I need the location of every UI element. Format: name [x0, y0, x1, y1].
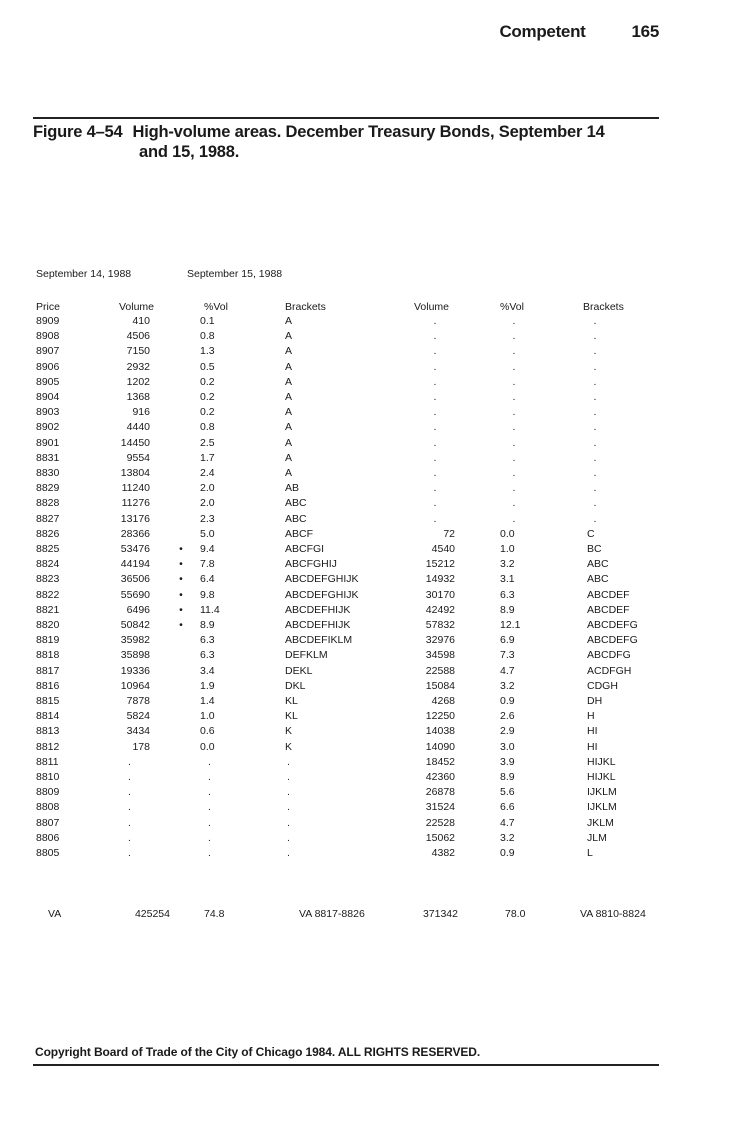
table-cell-br2: .: [593, 315, 597, 327]
table-cell-br1: A: [285, 467, 293, 479]
table-cell-br2: .: [593, 512, 597, 525]
table-cell-pct2: .: [512, 421, 516, 434]
table-cell-br1: ABCFGHIJ: [285, 558, 337, 571]
top-rule: [33, 117, 659, 119]
table-cell-br2: BC: [587, 543, 602, 555]
table-cell-br2: .: [593, 451, 597, 464]
figure-caption: [33, 122, 663, 162]
table-cell-pct2: .: [512, 391, 516, 403]
value-area-cell: VA 8817-8826: [299, 908, 365, 920]
table-cell-pct2: 4.7: [500, 664, 515, 677]
table-cell-vol2: 72: [443, 527, 455, 540]
caption-line-2: and 15, 1988.: [139, 143, 240, 161]
table-cell-price: 8904: [36, 391, 60, 403]
table-cell-pct1: 0.0: [200, 740, 215, 753]
table-cell-vol1: 35898: [120, 649, 150, 662]
table-cell-vol1: 35982: [120, 634, 150, 647]
table-cell-price: 8907: [36, 345, 60, 358]
table-cell-br2: ACDFGH: [587, 664, 632, 677]
table-cell-br2: .: [593, 467, 597, 479]
table-cell-br2: CDGH: [587, 679, 618, 692]
table-cell-price: 8809: [36, 786, 60, 799]
table-cell-br1: DEKL: [285, 664, 313, 677]
table-cell-vol1: 28366: [120, 527, 150, 540]
table-cell-vol1: 11240: [121, 482, 150, 495]
table-cell-vol1: 50842: [120, 619, 150, 631]
value-area-cell: 425254: [134, 908, 170, 920]
table-cell-vol2: 12250: [425, 710, 455, 723]
table-cell-br1: A: [285, 391, 293, 403]
table-cell-br2: .: [593, 436, 597, 449]
table-cell-price: 8812: [36, 740, 60, 753]
table-cell-br1: .: [287, 771, 290, 783]
table-cell-pct2: 3.0: [500, 740, 515, 753]
caption-line-1: High-volume areas. December Treasury Bonds, September 14: [132, 123, 605, 141]
table-cell-vol1: 10964: [120, 679, 150, 692]
table-cell-price: 8827: [36, 512, 60, 525]
table-cell-vol1: 7878: [126, 695, 150, 707]
table-cell-pct1: 11.4: [200, 603, 220, 616]
table-cell-pct1: 6.3: [200, 634, 215, 647]
table-cell-price: 8825: [36, 543, 60, 555]
table-cell-vol1: .: [128, 847, 131, 859]
table-cell-pct1: 0.1: [200, 315, 215, 327]
table-cell-price: 8903: [36, 406, 60, 419]
table-cell-br2: DH: [587, 695, 603, 707]
table-cell-pct2: 0.9: [500, 695, 515, 707]
table-cell-br2: .: [593, 345, 597, 358]
table-cell-price: 8811: [36, 755, 59, 768]
table-cell-pct1: 2.4: [200, 467, 215, 479]
column-header-volume-1: Volume: [119, 301, 155, 313]
table-cell-pct1: 0.5: [200, 360, 215, 373]
table-cell-vol1: .: [128, 816, 131, 829]
table-cell-br1: KL: [285, 710, 298, 723]
table-cell-vol2: .: [433, 436, 437, 449]
table-cell-price: 8829: [36, 482, 60, 495]
table-cell-pct2: .: [512, 315, 516, 327]
page-number: 165: [631, 22, 659, 41]
table-cell-br2: .: [593, 375, 597, 388]
table-cell-br2: .: [593, 482, 597, 495]
value-area-cell: 371342: [422, 908, 458, 920]
table-cell-vol1: 19336: [120, 664, 150, 677]
table-cell-br1: .: [287, 786, 290, 799]
running-head: [0, 22, 659, 42]
value-area-cell: 78.0: [505, 908, 526, 920]
table-cell-vol2: 57832: [425, 619, 455, 631]
table-cell-br1: K: [285, 740, 293, 753]
table-cell-pct1: 6.4: [200, 573, 215, 586]
table-cell-price: 8906: [36, 360, 60, 373]
date-heading-2: September 15, 1988: [187, 268, 283, 280]
table-cell-br1: ABC: [285, 512, 307, 525]
table-cell-br1: ABCDEFIKLM: [285, 634, 353, 647]
table-cell-price: 8806: [36, 831, 60, 844]
value-area-cell: VA: [48, 908, 62, 920]
table-cell-vol2: 22528: [425, 816, 455, 829]
table-cell-price: 8901: [36, 436, 60, 449]
table-cell-br2: .: [593, 391, 597, 403]
table-cell-vol2: 15062: [425, 831, 455, 844]
table-cell-pct2: 2.6: [500, 710, 515, 723]
table-cell-pct1: .: [208, 816, 211, 829]
table-cell-br2: ABCDEFG: [587, 634, 638, 647]
table-cell-pct2: .: [512, 512, 516, 525]
table-cell-pct2: 6.3: [500, 588, 515, 601]
table-cell-vol2: .: [433, 497, 437, 510]
table-cell-pct1: 2.0: [200, 497, 215, 510]
table-cell-vol2: .: [433, 512, 437, 525]
table-cell-vol2: .: [433, 451, 437, 464]
table-cell-br1: .: [287, 755, 290, 768]
table-cell-pct1: 0.2: [200, 406, 215, 419]
table-cell-pct1: 1.7: [200, 451, 215, 464]
table-cell-vol2: 26878: [425, 786, 455, 799]
table-cell-pct1: 0.8: [200, 421, 215, 434]
table-cell-price: 8902: [36, 421, 60, 434]
table-cell-pct2: 2.9: [500, 725, 515, 738]
table-cell-br2: .: [593, 330, 597, 343]
column-header-brackets-2: Brackets: [583, 301, 624, 313]
table-cell-pct2: 6.9: [500, 634, 515, 647]
table-cell-vol2: .: [433, 421, 437, 434]
table-cell-mark: •: [179, 588, 183, 601]
table-cell-br2: HI: [587, 740, 598, 753]
table-cell-br1: A: [285, 406, 293, 419]
table-cell-pct1: .: [208, 831, 211, 844]
table-cell-pct1: .: [208, 755, 211, 768]
table-cell-vol2: 42360: [425, 771, 455, 783]
table-cell-pct1: 2.5: [200, 436, 215, 449]
table-cell-pct2: 5.6: [500, 786, 515, 799]
table-cell-br1: A: [285, 375, 293, 388]
table-cell-price: 8909: [36, 315, 60, 327]
table-cell-pct1: 1.9: [200, 679, 215, 692]
table-cell-price: 8826: [36, 527, 60, 540]
column-header-price: Price: [36, 301, 60, 313]
table-cell-vol1: 2932: [126, 360, 150, 373]
table-cell-vol1: .: [128, 801, 131, 814]
date-heading-1: September 14, 1988: [36, 268, 132, 280]
table-cell-br1: A: [285, 345, 293, 358]
table-cell-price: 8818: [36, 649, 60, 662]
table-cell-vol2: .: [433, 330, 437, 343]
column-header-pct-vol-2: %Vol: [500, 301, 524, 313]
table-cell-br1: ABCF: [285, 527, 314, 540]
table-cell-vol2: 15084: [425, 679, 455, 692]
table-cell-vol1: 4440: [126, 421, 150, 434]
table-cell-price: 8821: [36, 603, 60, 616]
table-cell-br1: K: [285, 725, 293, 738]
table-cell-price: 8815: [36, 695, 60, 707]
table-cell-vol1: .: [128, 755, 131, 768]
table-cell-price: 8905: [36, 375, 60, 388]
table-cell-pct1: 1.0: [200, 710, 215, 723]
table-cell-br2: HIJKL: [587, 771, 616, 783]
table-cell-br2: ABCDFG: [587, 649, 631, 662]
table-cell-br1: AB: [285, 482, 300, 495]
table-cell-vol1: 6496: [126, 603, 150, 616]
table-cell-pct2: .: [512, 345, 516, 358]
table-cell-br1: ABCDEFGHIJK: [285, 588, 359, 601]
table-cell-br2: ABCDEF: [587, 603, 630, 616]
table-cell-pct2: .: [512, 330, 516, 343]
table-cell-vol2: .: [433, 360, 437, 373]
table-cell-br1: ABCDEFHIJK: [285, 603, 351, 616]
table-cell-br1: A: [285, 315, 293, 327]
table-cell-vol2: 22588: [425, 664, 455, 677]
figure-label: Figure 4–54: [33, 123, 123, 141]
table-cell-pct2: 0.0: [500, 527, 515, 540]
table-cell-vol1: 178: [132, 740, 150, 753]
table-cell-br2: ABC: [587, 573, 609, 586]
table-cell-br1: .: [287, 847, 290, 859]
table-cell-pct2: .: [512, 451, 516, 464]
table-cell-mark: •: [179, 603, 183, 616]
table-cell-br1: A: [285, 451, 293, 464]
table-cell-br1: .: [287, 801, 290, 814]
table-cell-price: 8813: [36, 725, 60, 738]
table-cell-price: 8830: [36, 467, 60, 479]
table-cell-br1: KL: [285, 695, 298, 707]
table-cell-vol2: .: [433, 345, 437, 358]
table-cell-price: 8817: [36, 664, 60, 677]
table-cell-pct2: .: [512, 482, 516, 495]
table-cell-pct1: 1.3: [200, 345, 215, 358]
table-cell-vol1: .: [128, 831, 131, 844]
table-cell-br2: ABCDEF: [587, 588, 630, 601]
table-cell-br1: A: [285, 360, 293, 373]
table-cell-br2: IJKLM: [587, 801, 617, 814]
table-cell-br1: DKL: [285, 679, 306, 692]
table-cell-pct1: .: [208, 847, 211, 859]
column-header-brackets-1: Brackets: [285, 301, 326, 313]
table-cell-pct1: 2.0: [200, 482, 215, 495]
table-cell-pct2: 7.3: [500, 649, 515, 662]
table-cell-pct2: 3.2: [500, 558, 515, 571]
table-cell-pct2: .: [512, 497, 516, 510]
table-cell-vol1: 13804: [120, 467, 150, 479]
table-cell-mark: •: [179, 558, 183, 571]
table-cell-vol2: 14090: [425, 740, 455, 753]
table-cell-pct1: 1.4: [200, 695, 215, 707]
table-cell-vol2: 31524: [425, 801, 455, 814]
table-cell-br2: HIJKL: [587, 755, 616, 768]
table-cell-vol2: .: [433, 315, 437, 327]
table-cell-mark: •: [179, 573, 183, 586]
table-cell-vol1: 4506: [126, 330, 150, 343]
table-cell-vol2: .: [433, 391, 437, 403]
table-cell-br1: A: [285, 330, 293, 343]
table-cell-price: 8805: [36, 847, 60, 859]
table-cell-pct2: .: [512, 360, 516, 373]
table-cell-price: 8820: [36, 619, 60, 631]
table-cell-price: 8814: [36, 710, 60, 723]
table-cell-br2: C: [587, 527, 595, 540]
table-cell-vol1: 5824: [126, 710, 150, 723]
table-cell-pct1: .: [208, 786, 211, 799]
table-cell-br1: ABCFGI: [285, 543, 325, 555]
table-cell-vol2: 14038: [425, 725, 455, 738]
table-cell-br2: L: [587, 847, 593, 859]
table-cell-vol2: 4268: [431, 695, 455, 707]
table-cell-vol1: .: [128, 771, 131, 783]
table-cell-mark: •: [179, 543, 183, 555]
table-cell-vol1: 55690: [120, 588, 150, 601]
table-cell-pct2: .: [512, 467, 516, 479]
table-cell-vol1: 916: [132, 406, 150, 419]
table-cell-br2: JLM: [587, 831, 607, 844]
table-cell-pct1: 6.3: [200, 649, 215, 662]
table-cell-price: 8816: [36, 679, 60, 692]
table-cell-pct2: 0.9: [500, 847, 515, 859]
table-cell-price: 8819: [36, 634, 60, 647]
table-cell-mark: •: [179, 619, 183, 631]
table-cell-vol1: 53476: [120, 543, 150, 555]
table-cell-br1: DEFKLM: [285, 649, 328, 662]
table-cell-price: 8824: [36, 558, 60, 571]
table-cell-br2: HI: [587, 725, 598, 738]
table-cell-price: 8823: [36, 573, 60, 586]
table-cell-vol1: 13176: [120, 512, 150, 525]
table-cell-br1: A: [285, 421, 293, 434]
table-cell-vol1: 36506: [120, 573, 150, 586]
table-cell-vol1: 44194: [120, 558, 150, 571]
table-cell-pct2: 3.9: [500, 755, 515, 768]
table-cell-br2: .: [593, 360, 597, 373]
table-cell-pct2: 8.9: [500, 603, 515, 616]
table-cell-vol2: 18452: [425, 755, 455, 768]
table-cell-br1: A: [285, 436, 293, 449]
table-cell-vol1: 410: [132, 315, 150, 327]
table-cell-vol2: 4382: [431, 847, 455, 859]
table-cell-pct1: 7.8: [200, 558, 215, 571]
value-area-cell: VA 8810-8824: [580, 908, 646, 920]
table-cell-vol1: 1202: [126, 375, 150, 388]
table-cell-pct1: .: [208, 801, 211, 814]
table-cell-vol2: 15212: [425, 558, 455, 571]
table-cell-pct1: 0.8: [200, 330, 215, 343]
table-cell-pct1: 9.8: [200, 588, 215, 601]
table-cell-vol1: 9554: [126, 451, 150, 464]
column-header-volume-2: Volume: [414, 301, 450, 313]
table-cell-br2: ABCDEFG: [587, 619, 638, 631]
table-cell-pct1: .: [208, 771, 211, 783]
column-header-pct-vol-1: %Vol: [204, 301, 228, 313]
table-cell-pct2: 1.0: [500, 543, 515, 555]
value-area-cell: 74.8: [204, 908, 225, 920]
table-cell-br1: ABC: [285, 497, 307, 510]
table-cell-pct1: 3.4: [200, 664, 215, 677]
table-cell-price: 8908: [36, 330, 60, 343]
table-cell-vol1: 3434: [126, 725, 150, 738]
table-cell-br2: .: [593, 406, 597, 419]
table-cell-pct2: 8.9: [500, 771, 515, 783]
table-cell-br2: IJKLM: [587, 786, 617, 799]
table-cell-vol2: 34598: [425, 649, 455, 662]
table-cell-price: 8807: [36, 816, 60, 829]
table-cell-pct2: 3.1: [500, 573, 515, 586]
table-cell-br1: ABCDEFHIJK: [285, 619, 351, 631]
table-cell-pct2: .: [512, 436, 516, 449]
table-cell-price: 8808: [36, 801, 60, 814]
table-cell-vol2: .: [433, 406, 437, 419]
table-cell-vol2: .: [433, 467, 437, 479]
table-cell-vol1: 7150: [126, 345, 150, 358]
table-cell-price: 8828: [36, 497, 60, 510]
table-cell-br1: .: [287, 831, 290, 844]
table-cell-pct2: 3.2: [500, 679, 515, 692]
table-cell-pct1: 2.3: [200, 512, 215, 525]
copyright-notice: Copyright Board of Trade of the City of Chicago 1984. ALL RIGHTS RESERVED.: [35, 1045, 481, 1059]
table-cell-pct2: .: [512, 375, 516, 388]
bottom-rule: [33, 1064, 659, 1066]
table-cell-pct1: 9.4: [200, 543, 215, 555]
table-cell-pct1: 8.9: [200, 619, 215, 631]
table-cell-vol2: .: [433, 375, 437, 388]
table-cell-pct1: 5.0: [200, 527, 215, 540]
table-cell-vol2: .: [433, 482, 437, 495]
table-cell-vol1: 11276: [121, 497, 150, 510]
table-cell-pct2: 6.6: [500, 801, 515, 814]
table-cell-pct2: 3.2: [500, 831, 515, 844]
table-cell-price: 8831: [36, 451, 60, 464]
table-cell-vol2: 30170: [425, 588, 455, 601]
table-cell-vol1: 14450: [120, 436, 150, 449]
table-cell-pct2: .: [512, 406, 516, 419]
table-cell-vol2: 32976: [425, 634, 455, 647]
table-cell-vol2: 14932: [425, 573, 455, 586]
table-cell-pct2: 12.1: [500, 619, 521, 631]
table-cell-price: 8810: [36, 771, 60, 783]
table-cell-br2: H: [587, 710, 595, 723]
table-cell-pct1: 0.2: [200, 391, 215, 403]
table-cell-pct1: 0.6: [200, 725, 215, 738]
table-cell-br1: .: [287, 816, 290, 829]
table-cell-pct2: 4.7: [500, 816, 515, 829]
table-cell-price: 8822: [36, 588, 60, 601]
table-cell-br2: .: [593, 421, 597, 434]
table-cell-br2: ABC: [587, 558, 609, 571]
table-cell-br1: ABCDEFGHIJK: [285, 573, 359, 586]
table-cell-br2: .: [593, 497, 597, 510]
table-cell-vol2: 4540: [431, 543, 455, 555]
table-cell-br2: JKLM: [587, 816, 614, 829]
table-cell-vol1: .: [128, 786, 131, 799]
table-cell-vol1: 1368: [126, 391, 150, 403]
chapter-title: Competent: [499, 22, 586, 41]
table-cell-pct1: 0.2: [200, 375, 215, 388]
table-cell-vol2: 42492: [425, 603, 455, 616]
